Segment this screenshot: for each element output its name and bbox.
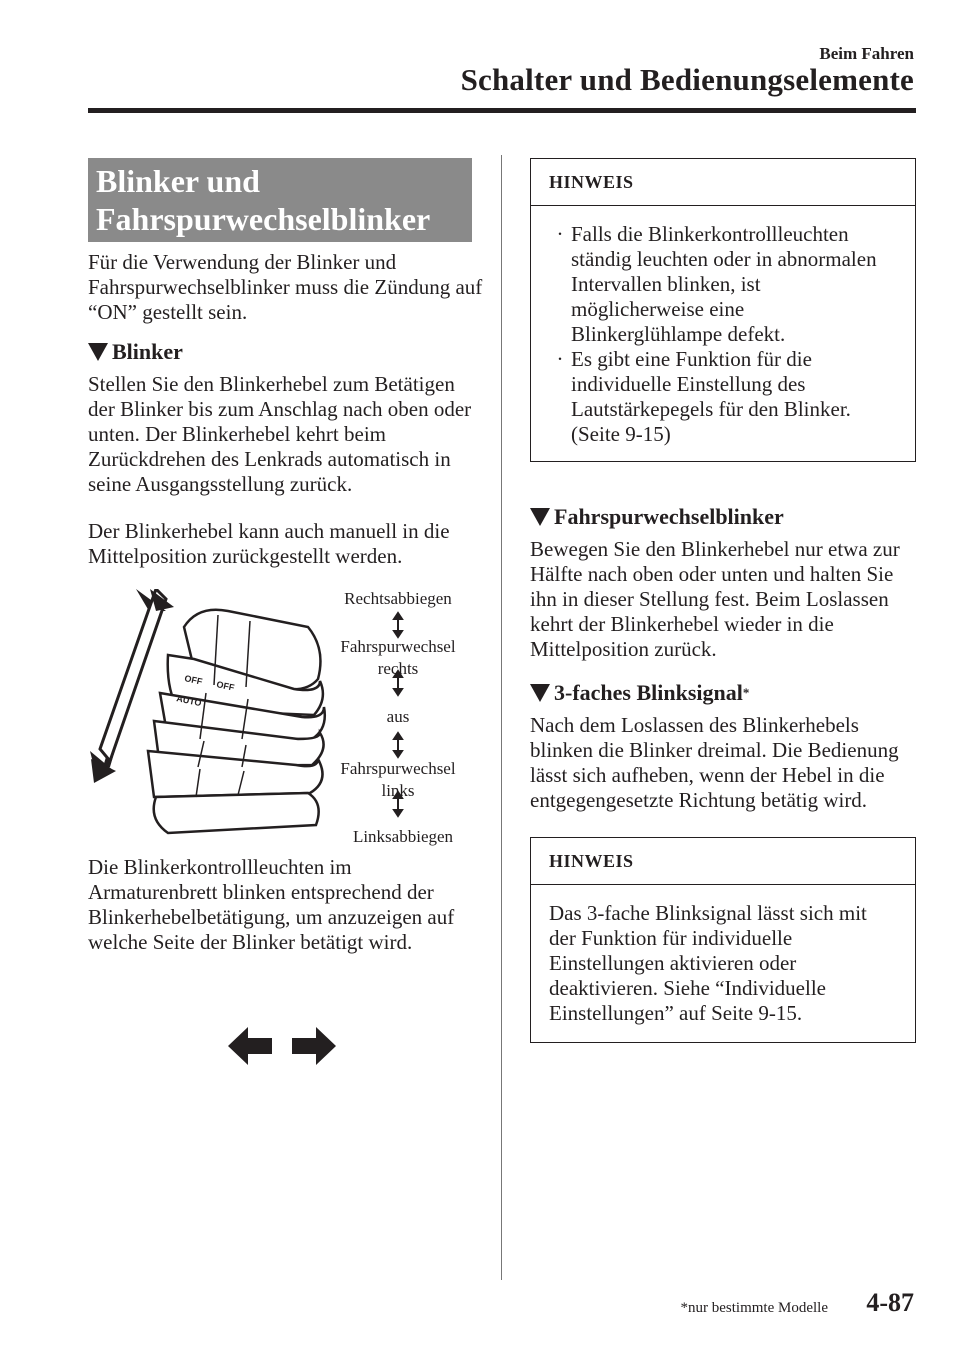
lane-change-paragraph: Bewegen Sie den Blinkerhebel nur etwa zur Hälfte nach oben oder unten und halten Sie ihn in dieser Stellung fest. Beim Loslassen kehrt der Blinkerhebel wieder in die Mittelposition zurück. [530,537,900,661]
left-arrow-icon [228,1027,272,1065]
intro-paragraph: Für die Verwendung der Blinker und Fahrspurwechselblinker muss die Zündung auf “ON” gestellt sein. [88,250,483,324]
page-number: 4-87 [866,1288,914,1317]
note-1-label: HINWEIS [531,159,915,206]
header-rule [88,108,916,113]
label-lane-left-line1: Fahrspurwechsel [340,759,456,778]
switch-text-off-b: OFF [215,679,236,693]
left-column [88,158,483,955]
topic-title-line1: Blinker und [96,163,260,199]
bullet-dot-icon: · [556,347,564,371]
switch-text-off-a: OFF [183,673,204,687]
triangle-marker-icon [530,684,550,702]
triple-signal-heading-text: 3-faches Blinksignal [554,680,743,705]
note-1-bullet-1-text: Falls die Blinkerkontrollleuchten ständig leuchten oder in abnormalen Intervallen blinken, ist möglicherweise eine Blinkerglühlampe defekt. [571,222,877,346]
blinker-paragraph-2: Der Blinkerhebel kann auch manuell in die Mittelposition zurückgestellt werden. [88,519,450,568]
note-2-label: HINWEIS [531,838,915,885]
bullet-dot-icon: · [556,222,564,246]
topic-title [88,158,472,242]
footnote-models: *nur bestimmte Modelle [680,1300,828,1316]
right-arrow-icon [292,1027,336,1065]
note-box-1 [530,158,916,462]
section-title: Schalter und Bedienungselemente [460,62,914,97]
column-divider [501,155,502,1280]
switch-text-auto: AUTO [175,693,203,709]
triple-signal-paragraph: Nach dem Loslassen des Blinkerhebels blinken die Blinker dreimal. Die Bedienung lässt sich aufheben, wenn der Hebel in die entgegengesetzte Richtung betätig wird. [530,713,899,812]
note-1-bullet [549,347,897,447]
triangle-marker-icon [530,508,550,526]
note-1-bullet [549,222,897,347]
label-off: aus [386,707,410,726]
blinker-heading [88,339,483,364]
note-2-text: Das 3-fache Blinksignal lässt sich mit der Funktion für individuelle Einstellungen aktivieren oder deaktivieren. Siehe “Individuelle Einstellungen” auf Seite 9-15. [549,901,867,1025]
lane-change-heading [530,504,916,529]
triple-signal-heading: 3-faches Blinksignal * [530,680,916,705]
label-lane-left-line2: links [381,781,415,800]
label-lane-right-line2: rechts [377,659,419,678]
blinker-paragraph-3: Die Blinkerkontrollleuchten im Armaturenbrett blinken entsprechend der Blinkerhebelbetätigung, um anzuzeigen auf welche Seite der Blinker betätigt wird. [88,855,455,954]
label-right-turn: Rechtsabbiegen [344,589,452,608]
triangle-marker-icon [88,343,108,361]
chapter-label: Beim Fahren [819,44,914,63]
note-box-2 [530,837,916,1043]
label-left-turn: Linksabbiegen [352,827,454,846]
blinker-paragraph-1: Stellen Sie den Blinkerhebel zum Betätigen der Blinker bis zum Anschlag nach oben oder unten. Der Blinkerhebel kehrt beim Zurückdrehen des Lenkrads automatisch in seine Ausgangsstellung zurück. [88,372,472,496]
indicator-arrows [228,1027,338,1070]
lever-body [148,610,325,833]
lever-figure [88,589,483,847]
note-1-bullet-2-text: Es gibt eine Funktion für die individuelle Einstellung des Lautstärkepegels für den Blinker. (Seite 9-15) [571,347,851,446]
blinker-heading-text: Blinker [112,339,183,364]
topic-title-line2: Fahrspurwechselblinker [96,201,431,237]
lane-change-heading-text: Fahrspurwechselblinker [554,504,784,529]
label-lane-right-line1: Fahrspurwechsel [340,637,456,656]
right-column [530,158,916,1043]
